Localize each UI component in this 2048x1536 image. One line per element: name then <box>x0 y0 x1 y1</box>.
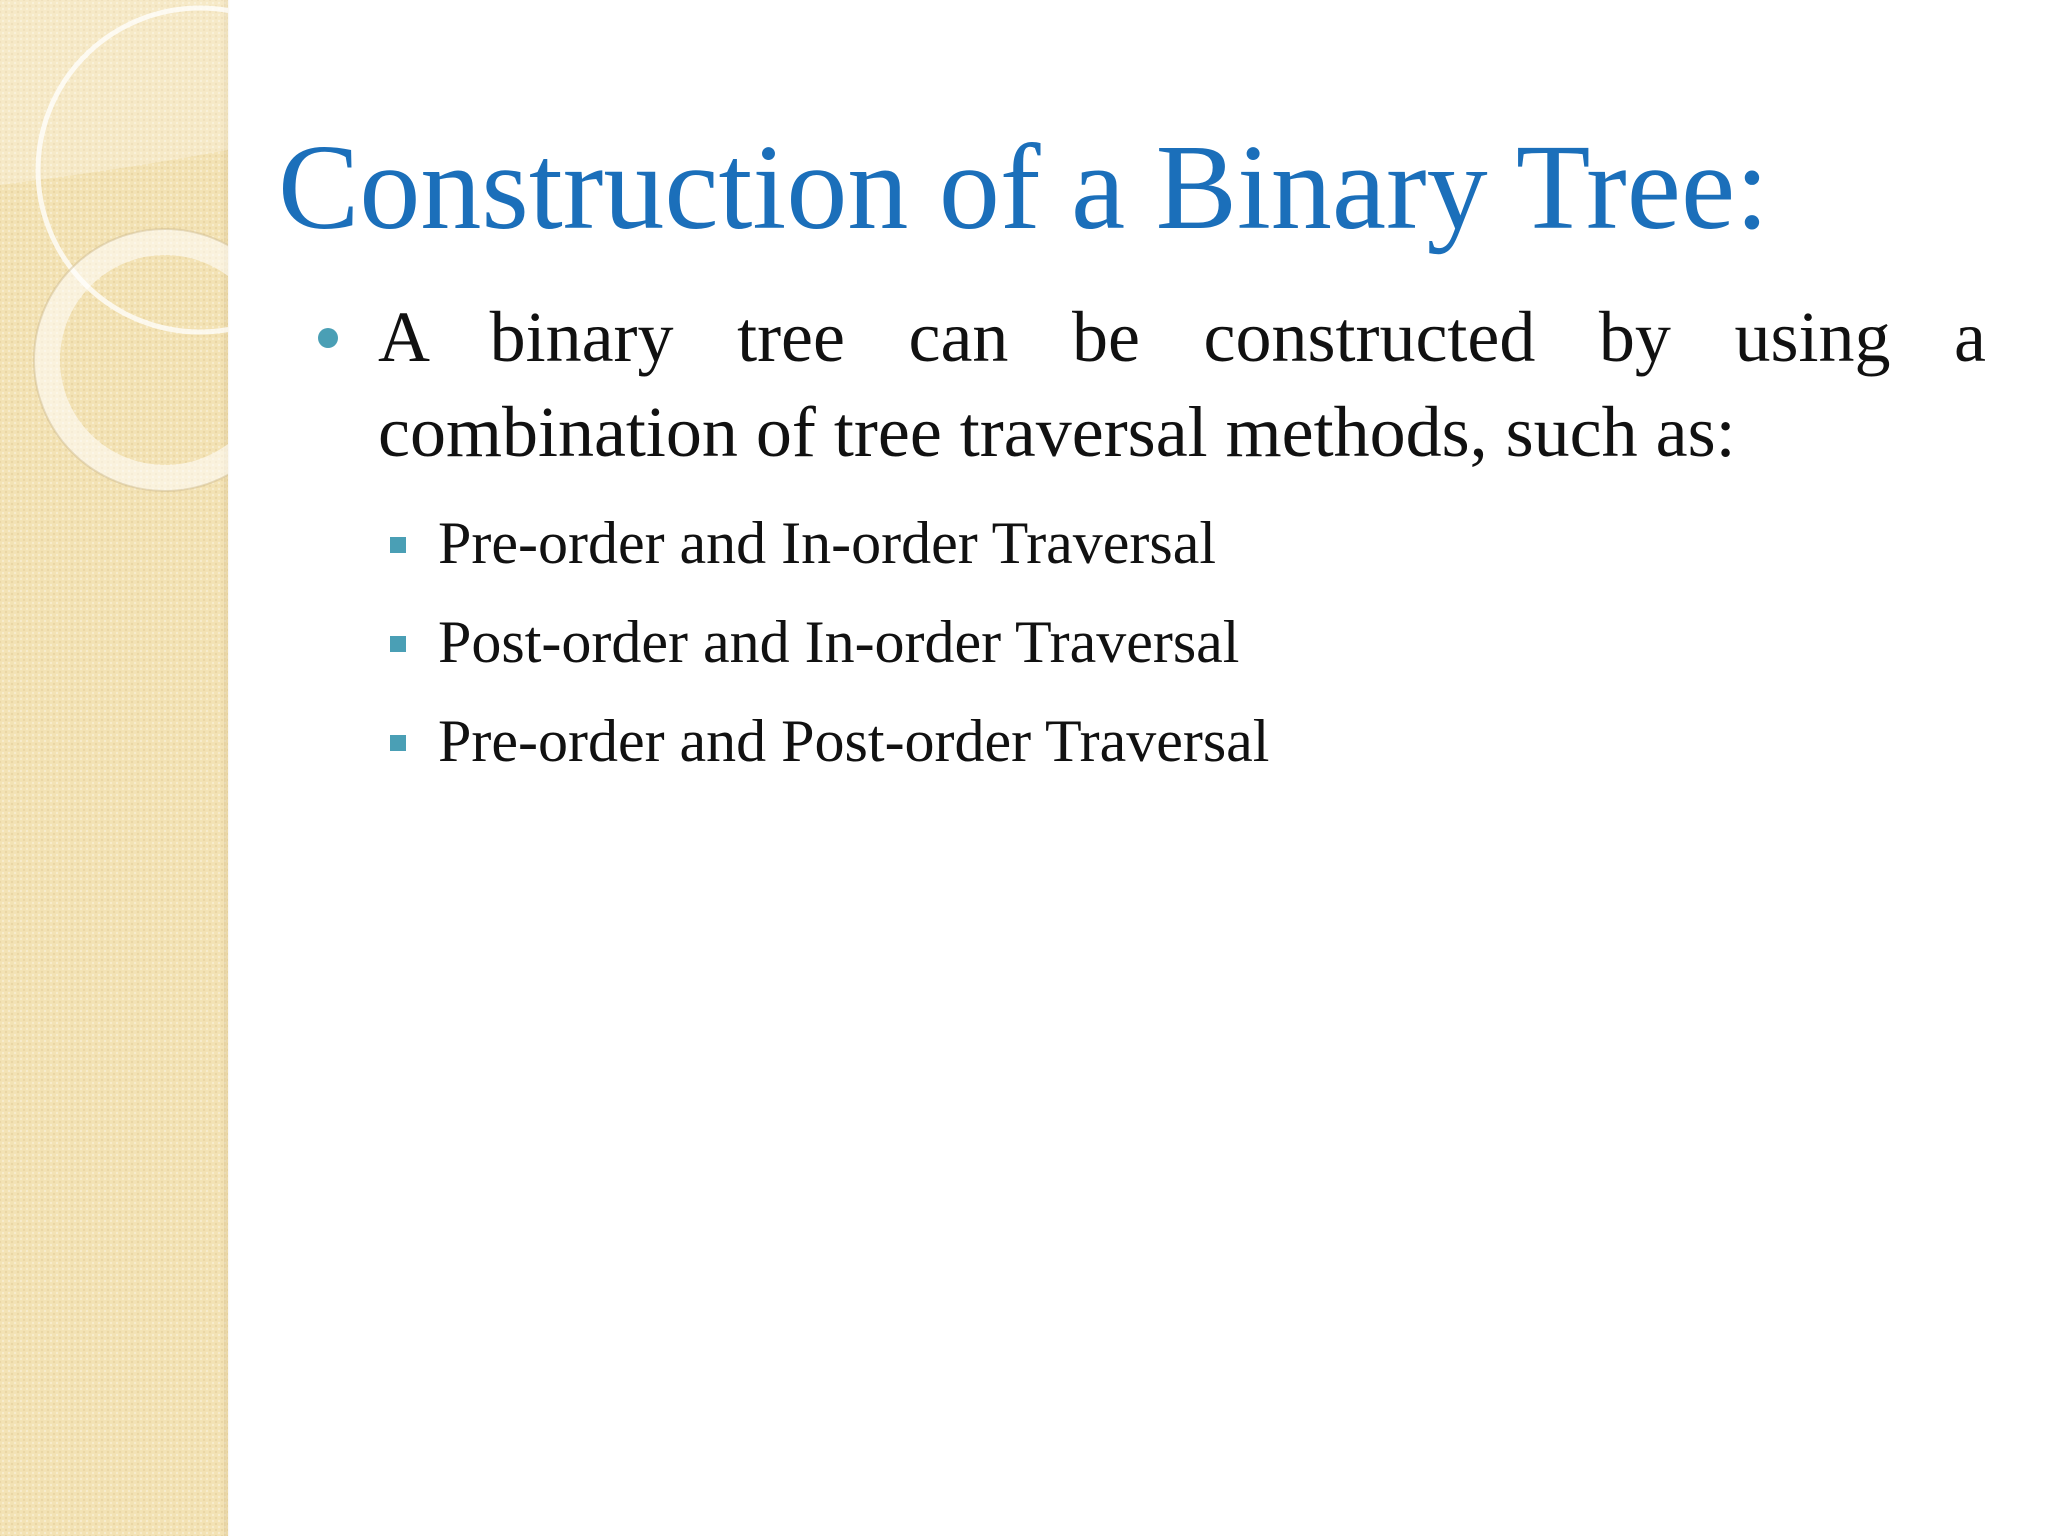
sub-bullet-item <box>390 692 1986 791</box>
decorative-rings <box>0 0 228 520</box>
sub-bullet-item <box>390 494 1986 593</box>
bullet-text: A binary tree can be constructed by using a combination of tree traversal methods, such as: <box>378 297 1986 472</box>
square-bullet-icon <box>390 537 406 553</box>
decorative-thick-ring <box>47 242 228 478</box>
square-bullet-icon <box>390 735 406 751</box>
slide-content <box>318 290 1986 791</box>
slide-title: Construction of a Binary Tree: <box>278 120 1769 255</box>
decorative-light-panel <box>0 0 228 185</box>
sub-bullet-text: Pre-order and In-order Traversal <box>438 510 1217 576</box>
bullet-item <box>318 290 1986 480</box>
sub-bullet-list <box>318 494 1986 791</box>
decorative-ring-outline <box>34 229 228 491</box>
round-bullet-icon <box>318 328 338 348</box>
sub-bullet-text: Pre-order and Post-order Traversal <box>438 708 1270 774</box>
sub-bullet-item <box>390 593 1986 692</box>
sub-bullet-text: Post-order and In-order Traversal <box>438 609 1240 675</box>
square-bullet-icon <box>390 636 406 652</box>
